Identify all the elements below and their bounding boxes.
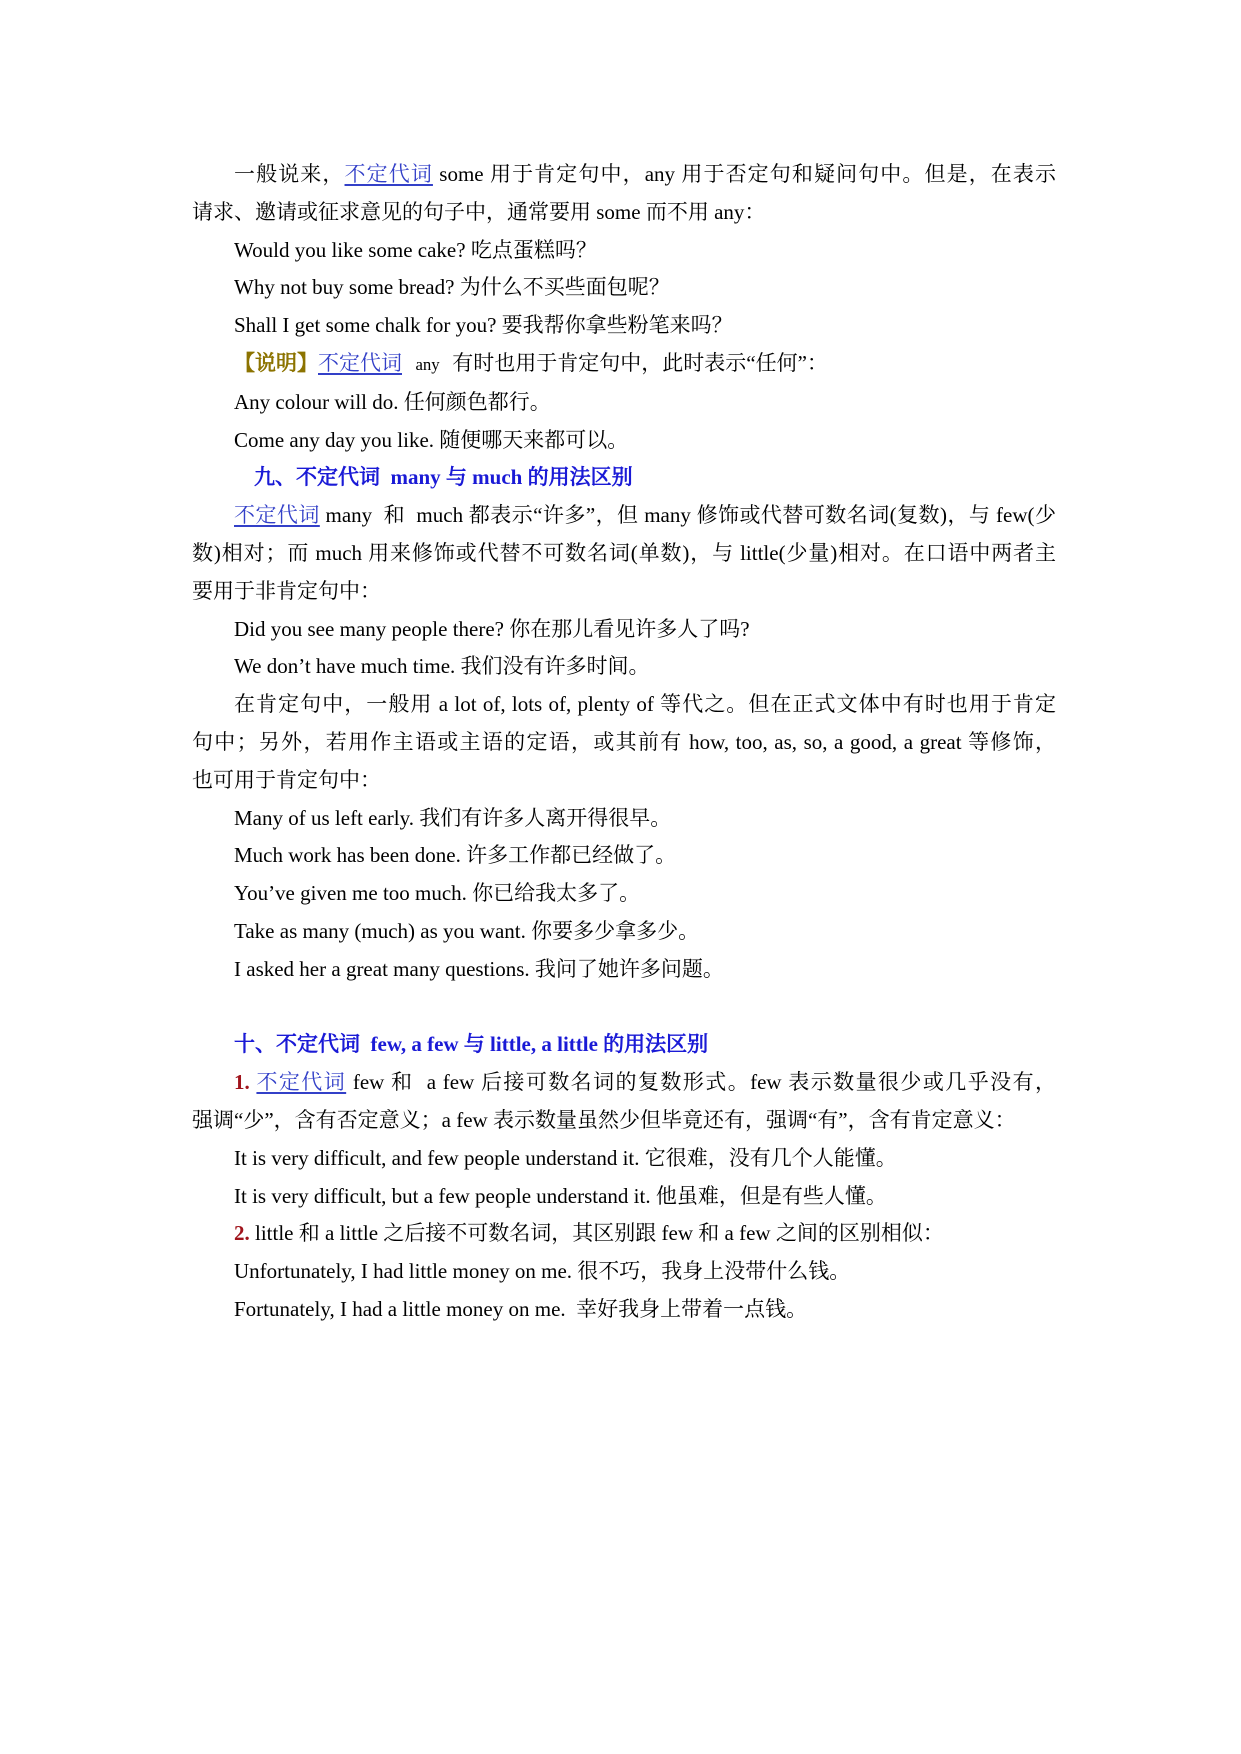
example-sentence: Why not buy some bread? 为什么不买些面包呢？ — [234, 275, 670, 300]
section-heading: 十、不定代词 few, a few 与 little, a little 的用法区别 — [234, 1032, 709, 1057]
paragraph-line: 在肯定句中，一般用 a lot of, lots of, plenty of 等代之。但在正式文体中有时也用于肯定 — [234, 692, 1056, 717]
paragraph-line: 数)相对；而 much 用来修饰或代替不可数名词(单数)，与 little(少量)相对。在口语中两者主 — [192, 540, 1056, 565]
example-sentence: It is very difficult, but a few people understand it. 他虽难，但是有些人懂。 — [234, 1183, 887, 1208]
example-sentence: Much work has been done. 许多工作都已经做了。 — [234, 843, 677, 868]
paragraph-line: 句中；另外，若用作主语或主语的定语，或其前有 how, too, as, so, a good, a great 等修饰， — [192, 729, 1056, 754]
text-run: 有时也用于肯定句中，此时表示“任何”： — [452, 350, 828, 375]
document-body — [192, 156, 1056, 1329]
text-run: some 用于肯定句中，any 用于否定句和疑问句中。但是，在表示 — [432, 162, 1057, 186]
text-run: little 和 a little 之后接不可数名词，其区别跟 few 和 a few 之间的区别相似： — [249, 1221, 944, 1246]
example-sentence: Would you like some cake? 吃点蛋糕吗？ — [234, 237, 597, 262]
text-run: many 和 much 都表示“许多”，但 many 修饰或代替可数名词(复数)，与 few(少 — [319, 503, 1056, 528]
paragraph-line — [192, 1064, 1056, 1102]
paragraph-line — [192, 156, 1056, 194]
indefinite-pronoun-link[interactable]: 不定代词 — [234, 503, 320, 528]
example-sentence: Shall I get some chalk for you? 要我帮你拿些粉笔来吗？ — [234, 313, 733, 338]
example-sentence: Any colour will do. 任何颜色都行。 — [234, 389, 551, 414]
paragraph-line — [192, 497, 1056, 535]
text-run: few 和 a few 后接可数名词的复数形式。few 表示数量很少或几乎没有， — [346, 1070, 1057, 1095]
section-heading: 九、不定代词 many 与 much 的用法区别 — [254, 465, 633, 490]
example-sentence: You’ve given me too much. 你已给我太多了。 — [234, 881, 641, 906]
blank-line — [192, 989, 1056, 1027]
example-sentence: Did you see many people there? 你在那儿看见许多人了吗? — [234, 616, 750, 641]
example-sentence: Take as many (much) as you want. 你要多少拿多少。 — [234, 918, 700, 943]
paragraph-line: 要用于非肯定句中： — [192, 578, 381, 603]
example-sentence: Many of us left early. 我们有许多人离开得很早。 — [234, 805, 672, 830]
example-sentence: I asked her a great many questions. 我问了她许多问题。 — [234, 956, 724, 981]
example-sentence: Come any day you like. 随便哪天来都可以。 — [234, 427, 629, 452]
list-number: 2. — [234, 1221, 250, 1246]
example-sentence: It is very difficult, and few people understand it. 它很难，没有几个人能懂。 — [234, 1145, 897, 1170]
example-sentence: We don’t have much time. 我们没有许多时间。 — [234, 654, 650, 679]
indefinite-pronoun-link[interactable]: 不定代词 — [318, 350, 402, 375]
note-line — [192, 345, 1056, 384]
indefinite-pronoun-link[interactable]: 不定代词 — [344, 162, 433, 186]
example-sentence: Unfortunately, I had little money on me. 很不巧，我身上没带什么钱。 — [234, 1259, 851, 1284]
list-number: 1. — [234, 1070, 250, 1095]
text-run: 一般说来， — [234, 162, 345, 186]
note-label: 【说明】 — [234, 350, 318, 375]
paragraph-line: 也可用于肯定句中： — [192, 767, 381, 792]
keyword-any: any — [415, 354, 440, 374]
example-sentence: Fortunately, I had a little money on me. 幸好我身上带着一点钱。 — [234, 1296, 808, 1321]
indefinite-pronoun-link[interactable]: 不定代词 — [256, 1070, 347, 1095]
paragraph-line: 强调“少”，含有否定意义；a few 表示数量虽然少但毕竟还有，强调“有”，含有肯定意义： — [192, 1107, 1016, 1132]
paragraph-line: 请求、邀请或征求意见的句子中，通常要用 some 而不用 any： — [192, 199, 766, 224]
paragraph-line — [192, 1215, 1056, 1253]
